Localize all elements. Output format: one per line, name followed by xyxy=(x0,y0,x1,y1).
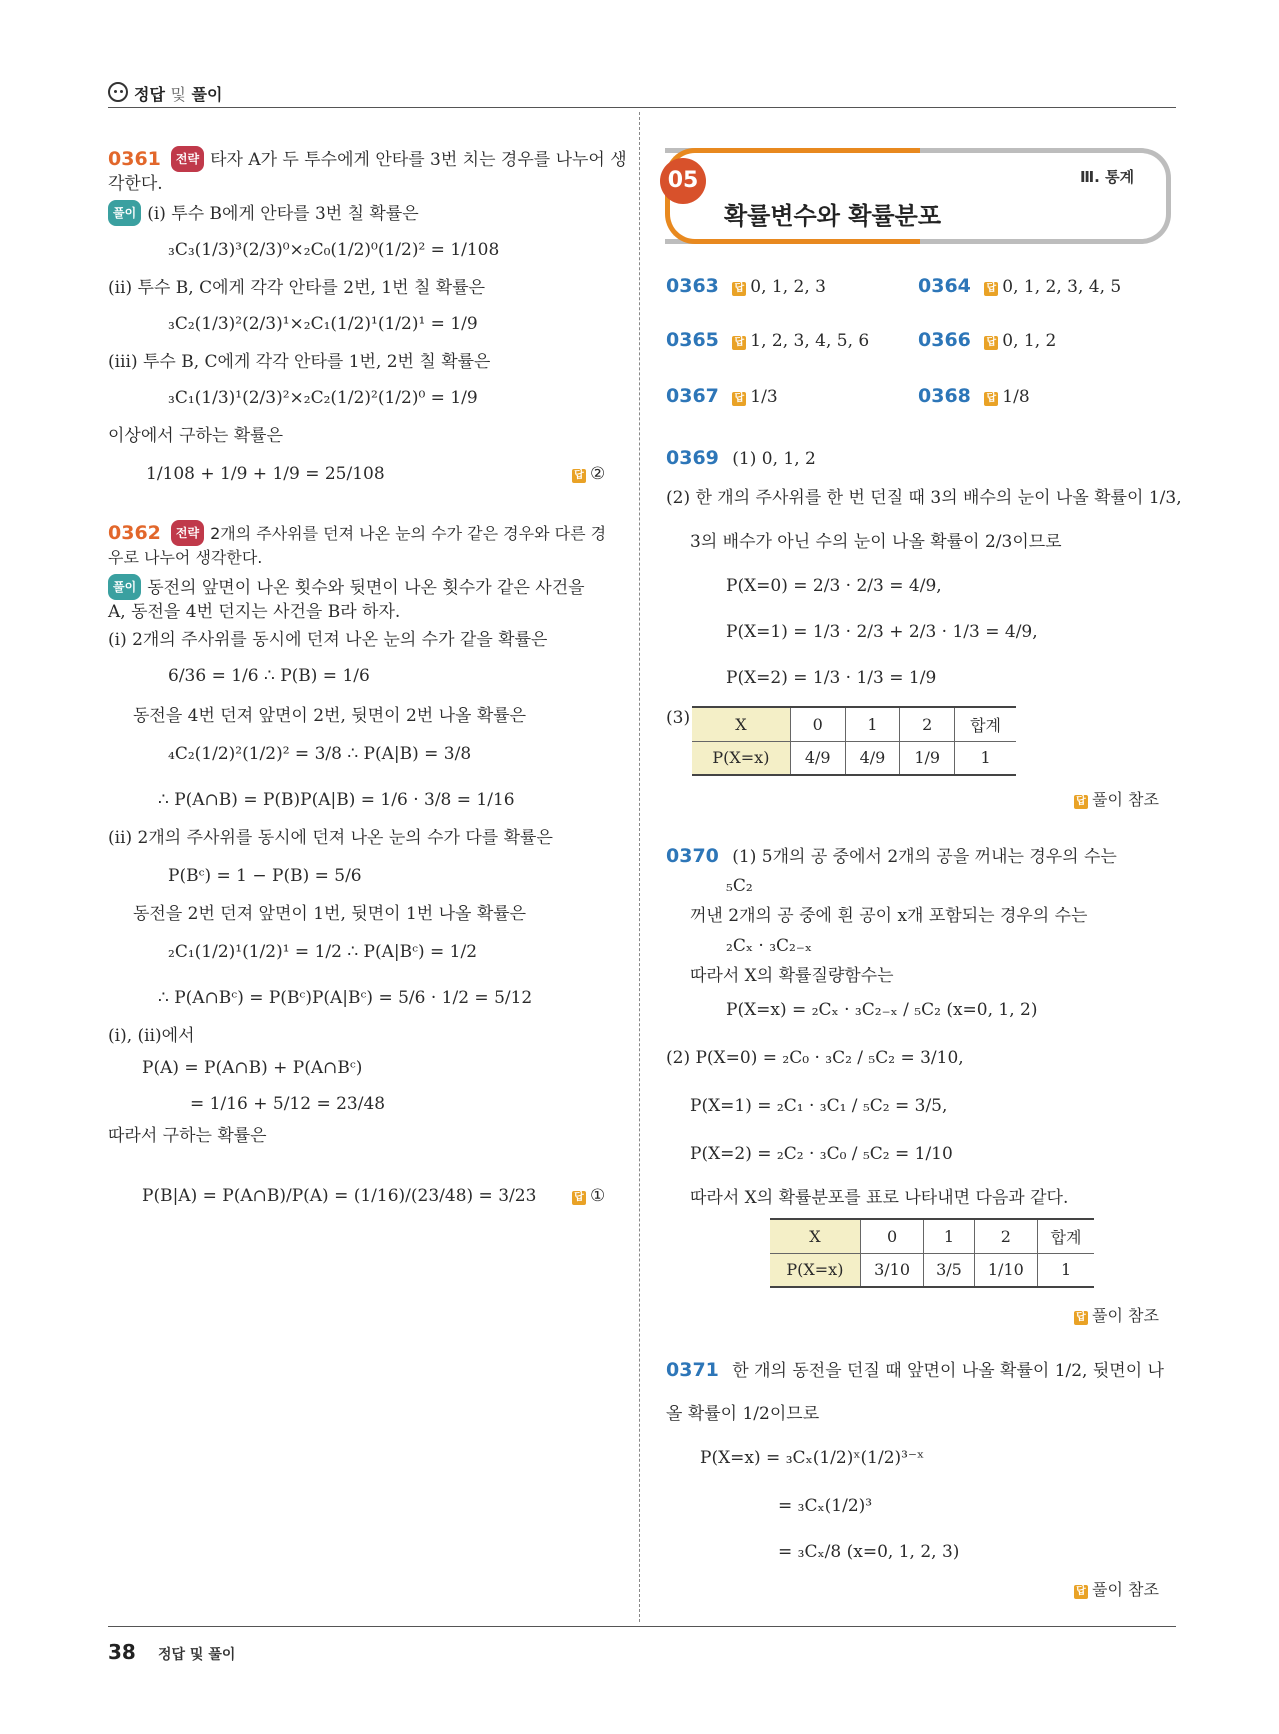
answer-icon: 답 xyxy=(732,392,746,406)
equation: ₄C₂(1/2)²(1/2)² = 3/8 ∴ P(A|B) = 3/8 xyxy=(168,744,472,764)
solution-tag: 풀이 xyxy=(108,574,141,600)
column-divider xyxy=(639,112,640,1622)
problem-0362-header xyxy=(108,520,606,546)
body-text: 따라서 X의 확률질량함수는 xyxy=(690,966,894,986)
problem-number: 0362 xyxy=(108,522,161,544)
table-cell: X xyxy=(770,1219,860,1253)
strategy-tag: 전략 xyxy=(171,520,204,546)
section-number-badge xyxy=(660,158,706,204)
equation: P(X=x) = ₃Cₓ(1/2)ˣ(1/2)³⁻ˣ xyxy=(700,1448,925,1468)
answer-icon: 답 xyxy=(984,392,998,406)
problem-number: 0365 xyxy=(666,329,719,351)
problem-number: 0367 xyxy=(666,385,719,407)
table-cell: 0 xyxy=(790,707,845,741)
solution-text: 동전의 앞면이 나온 횟수와 뒷면이 나온 횟수가 같은 사건을 xyxy=(147,578,585,598)
table-cell: 2 xyxy=(900,707,955,741)
equation: P(X=1) = 1/3 · 2/3 + 2/3 · 1/3 = 4/9, xyxy=(726,622,1038,642)
problem-number: 0371 xyxy=(666,1359,719,1381)
answer-mark xyxy=(572,462,605,486)
body-text: 따라서 X의 확률분포를 표로 나타내면 다음과 같다. xyxy=(690,1188,1069,1208)
body-text-cont: 올 확률이 1/2이므로 xyxy=(666,1404,820,1424)
answer-mark xyxy=(572,1184,605,1208)
answer-mark xyxy=(1074,788,1159,812)
equation: P(Bᶜ) = 1 − P(B) = 5/6 xyxy=(168,866,362,886)
header-title-2: 및 xyxy=(170,85,186,104)
part-text: (1) 5개의 공 중에서 2개의 공을 꺼내는 경우의 수는 xyxy=(732,847,1117,867)
equation: ₂Cₓ · ₃C₂₋ₓ xyxy=(726,936,813,956)
table-cell: P(X=x) xyxy=(692,741,790,775)
answer-icon: 답 xyxy=(984,282,998,296)
case-text: (ⅱ) 2개의 주사위를 동시에 던져 나온 눈의 수가 다를 확률은 xyxy=(108,828,553,848)
equation: P(A) = P(A∩B) + P(A∩Bᶜ) xyxy=(142,1058,363,1078)
quick-answer-0364 xyxy=(918,274,1121,299)
answer-value: 0, 1, 2, 3 xyxy=(750,277,826,297)
answer-value: ② xyxy=(590,464,606,484)
table-cell: 1 xyxy=(955,741,1016,775)
quick-answer-0366 xyxy=(918,328,1056,353)
header-title-3: 풀이 xyxy=(191,85,223,104)
table-row xyxy=(692,707,1016,741)
equation: = ₃Cₓ/8 (x=0, 1, 2, 3) xyxy=(778,1542,960,1562)
part-label: (3) xyxy=(666,708,691,728)
equation: ∴ P(A∩Bᶜ) = P(Bᶜ)P(A|Bᶜ) = 5/6 · 1/2 = 5/12 xyxy=(158,988,533,1008)
equation: ₃C₂(1/3)²(2/3)¹×₂C₁(1/2)¹(1/2)¹ = 1/9 xyxy=(168,314,478,334)
problem-number: 0368 xyxy=(918,385,971,407)
problem-number: 0369 xyxy=(666,447,719,469)
equation: ₅C₂ xyxy=(726,876,753,896)
table-cell: 1/10 xyxy=(974,1253,1038,1287)
table-cell: 합계 xyxy=(1038,1219,1094,1253)
section-unit: Ⅲ. 통계 xyxy=(1080,168,1135,186)
answer-value: 1, 2, 3, 4, 5, 6 xyxy=(750,331,870,351)
problem-number: 0364 xyxy=(918,275,971,297)
distribution-table-0370 xyxy=(770,1218,1094,1288)
answer-value: ① xyxy=(590,1186,606,1206)
table-cell: 1 xyxy=(924,1219,974,1253)
equation: ₃C₃(1/3)³(2/3)⁰×₂C₀(1/2)⁰(1/2)² = 1/108 xyxy=(168,240,500,260)
body-text: (ⅰ), (ⅱ)에서 xyxy=(108,1026,195,1046)
strategy-text: 2개의 주사위를 던져 나온 눈의 수가 같은 경우와 다른 경 xyxy=(210,524,607,543)
solution-line xyxy=(108,200,419,226)
equation: ₂C₁(1/2)¹(1/2)¹ = 1/2 ∴ P(A|Bᶜ) = 1/2 xyxy=(168,942,478,962)
table-row xyxy=(770,1219,1094,1253)
body-text: 한 개의 동전을 던질 때 앞면이 나올 확률이 1/2, 뒷면이 나 xyxy=(732,1361,1164,1381)
body-text: 꺼낸 2개의 공 중에 흰 공이 x개 포함되는 경우의 수는 xyxy=(690,906,1088,926)
answer-icon: 답 xyxy=(984,336,998,350)
answer-icon: 답 xyxy=(572,469,586,483)
answer-value: 0, 1, 2 xyxy=(1002,331,1057,351)
answer-mark xyxy=(1074,1578,1159,1602)
table-cell: 3/10 xyxy=(860,1253,924,1287)
header-rule xyxy=(108,107,1176,108)
equation: 1/108 + 1/9 + 1/9 = 25/108 xyxy=(146,464,385,484)
strategy-text: 타자 A가 두 투수에게 안타를 3번 치는 경우를 나누어 생 xyxy=(210,150,627,170)
section-title: 확률변수와 확률분포 xyxy=(724,202,942,230)
equation: P(X=x) = ₂Cₓ · ₃C₂₋ₓ / ₅C₂ (x=0, 1, 2) xyxy=(726,1000,1038,1020)
answer-icon: 답 xyxy=(732,336,746,350)
answer-value: 1/8 xyxy=(1002,387,1030,407)
header-title-1: 정답 xyxy=(134,85,165,104)
problem-number: 0363 xyxy=(666,275,719,297)
table-cell: 2 xyxy=(974,1219,1038,1253)
equation: (2) P(X=0) = ₂C₀ · ₃C₂ / ₅C₂ = 3/10, xyxy=(666,1048,964,1068)
equation: ₃C₁(1/3)¹(2/3)²×₂C₂(1/2)²(1/2)⁰ = 1/9 xyxy=(168,388,478,408)
problem-number: 0361 xyxy=(108,148,161,170)
body-text: 동전을 2번 던져 앞면이 1번, 뒷면이 1번 나올 확률은 xyxy=(133,904,527,924)
equation: P(B|A) = P(A∩B)/P(A) = (1/16)/(23/48) = 3/23 xyxy=(142,1186,537,1206)
quick-answer-0368 xyxy=(918,384,1030,409)
quick-answer-0367 xyxy=(666,384,778,409)
quick-answer-0365 xyxy=(666,328,869,353)
equation: P(X=2) = 1/3 · 1/3 = 1/9 xyxy=(726,668,937,688)
body-text: 따라서 구하는 확률은 xyxy=(108,1126,267,1146)
equation: P(X=1) = ₂C₁ · ₃C₁ / ₅C₂ = 3/5, xyxy=(690,1096,948,1116)
case-text: (ⅱ) 투수 B, C에게 각각 안타를 2번, 1번 칠 확률은 xyxy=(108,278,486,298)
answer-value: 0, 1, 2, 3, 4, 5 xyxy=(1002,277,1122,297)
answer-icon: 답 xyxy=(1074,1311,1088,1325)
strategy-tag: 전략 xyxy=(171,146,204,172)
equation: = 1/16 + 5/12 = 23/48 xyxy=(190,1094,386,1114)
page-number: 38 xyxy=(108,1640,136,1664)
answer-mark xyxy=(1074,1304,1159,1328)
strategy-text-cont: 우로 나누어 생각한다. xyxy=(108,548,263,567)
table-cell: 3/5 xyxy=(924,1253,974,1287)
table-cell: 4/9 xyxy=(845,741,900,775)
equation: = ₃Cₓ(1/2)³ xyxy=(778,1496,873,1516)
section-number: 05 xyxy=(667,168,699,193)
problem-number: 0366 xyxy=(918,329,971,351)
solution-line xyxy=(108,574,585,600)
quick-answer-0363 xyxy=(666,274,826,299)
answer-value: 풀이 참조 xyxy=(1092,1580,1159,1599)
problem-0370-header xyxy=(666,844,1117,869)
equation: 6/36 = 1/6 ∴ P(B) = 1/6 xyxy=(168,666,370,686)
answer-icon: 답 xyxy=(1074,795,1088,809)
table-row xyxy=(770,1253,1094,1287)
equation: P(X=2) = ₂C₂ · ₃C₀ / ₅C₂ = 1/10 xyxy=(690,1144,953,1164)
part-text: (2) 한 개의 주사위를 한 번 던질 때 3의 배수의 눈이 나올 확률이 1/3, xyxy=(666,488,1182,508)
table-cell: 합계 xyxy=(955,707,1016,741)
answer-value: 풀이 참조 xyxy=(1092,790,1159,809)
case-text: (ⅰ) 투수 B에게 안타를 3번 칠 확률은 xyxy=(147,204,419,224)
table-cell: 1 xyxy=(845,707,900,741)
problem-0369-header xyxy=(666,446,816,471)
table-row xyxy=(692,741,1016,775)
problem-number: 0370 xyxy=(666,845,719,867)
case-text: (ⅰ) 2개의 주사위를 동시에 던져 나온 눈의 수가 같을 확률은 xyxy=(108,630,548,650)
table-cell: P(X=x) xyxy=(770,1253,860,1287)
solution-tag: 풀이 xyxy=(108,200,141,226)
table-cell: 0 xyxy=(860,1219,924,1253)
footer-rule xyxy=(108,1626,1176,1627)
conclusion-text: 이상에서 구하는 확률은 xyxy=(108,426,284,446)
mascot-icon xyxy=(108,82,128,102)
table-cell: X xyxy=(692,707,790,741)
case-text: (ⅲ) 투수 B, C에게 각각 안타를 1번, 2번 칠 확률은 xyxy=(108,352,491,372)
strategy-text-cont: 각한다. xyxy=(108,174,163,194)
solution-text-cont: A, 동전을 4번 던지는 사건을 B라 하자. xyxy=(108,602,401,622)
part-text: (1) 0, 1, 2 xyxy=(732,449,816,469)
table-cell: 1/9 xyxy=(900,741,955,775)
answer-icon: 답 xyxy=(572,1191,586,1205)
part-text-cont: 3의 배수가 아닌 수의 눈이 나올 확률이 2/3이므로 xyxy=(690,532,1062,552)
problem-0371-header xyxy=(666,1358,1164,1383)
equation: P(X=0) = 2/3 · 2/3 = 4/9, xyxy=(726,576,942,596)
answer-icon: 답 xyxy=(732,282,746,296)
distribution-table-0369 xyxy=(692,706,1016,776)
answer-icon: 답 xyxy=(1074,1585,1088,1599)
answer-value: 1/3 xyxy=(750,387,778,407)
footer-label: 정답 및 풀이 xyxy=(158,1647,236,1663)
problem-0361-header xyxy=(108,146,627,172)
equation: ∴ P(A∩B) = P(B)P(A|B) = 1/6 · 3/8 = 1/16 xyxy=(158,790,515,810)
body-text: 동전을 4번 던져 앞면이 2번, 뒷면이 2번 나올 확률은 xyxy=(133,706,527,726)
page-header xyxy=(108,80,1176,110)
table-cell: 4/9 xyxy=(790,741,845,775)
answer-value: 풀이 참조 xyxy=(1092,1306,1159,1325)
table-cell: 1 xyxy=(1038,1253,1094,1287)
